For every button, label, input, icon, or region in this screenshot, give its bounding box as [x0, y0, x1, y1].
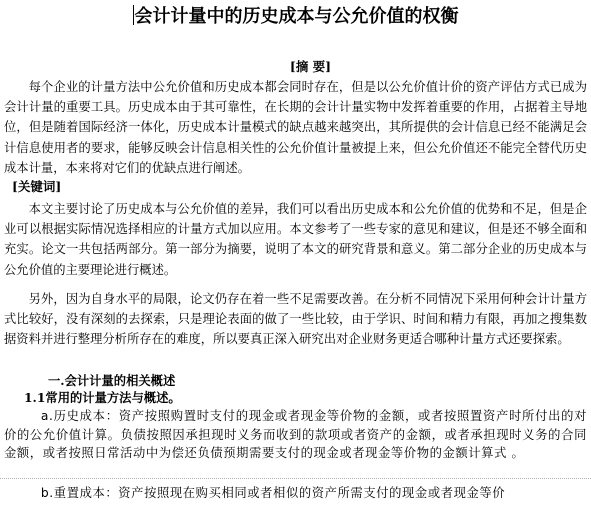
section-heading[interactable]: 一.会计计量的相关概述	[48, 373, 176, 388]
definition-item[interactable]: a.历史成本：资产按照购置时支付的现金或者现金等价物的金额，或者按照置资产时所付出的对价的公允价值计算。负债按照因承担现时义务而收到的款项或者资产的金额，或者承担现时义务的合同金额，或者按照日常活动中为偿还负债预期需要支付的现金或者现金等价物的金额计算式 。	[4, 409, 587, 461]
document-title[interactable]: 会计计量中的历史成本与公允价值的权衡	[134, 6, 459, 27]
abstract-heading[interactable]: [摘 要]	[289, 59, 332, 74]
abstract-paragraph[interactable]: 每个企业的计量方法中公允价值和历史成本都会同时存在，但是以公允价值计价的资产评估方式已成为会计计量的重要工具。历史成本由于其可靠性，在长期的会计计量实物中发挥着重要的作用，占据着主导地位，但是随着国际经济一体化，历史成本计量模式的缺点越来越突出，其所提供的会计信息已经不能满足会计信息使用者的要求，能够反映会计信息相关性的公允价值计量被提上来，但公允价值还不能完全替代历史成本计量，本来将对它们的优缺点进行阐述。	[4, 80, 587, 175]
body-paragraph[interactable]: 本文主要讨论了历史成本与公允价值的差异，我们可以看出历史成本和公允价值的优势和不足，但是企业可以根据实际情况选择相应的计量方式加以应用。本文参考了一些专家的意见和建议，但是还不够全面和充实。论文一共包括两部分。第一部分为摘要，说明了本文的研究背景和意义。第二部分企业的历史成本与公允价值的主要理论进行概述。	[4, 202, 587, 277]
body-paragraph[interactable]: 另外，因为自身水平的局限，论文仍存在着一些不足需要改善。在分析不同情况下采用何种会计计量方式比较好，没有深刻的去探索，只是理论表面的做了一些比较，由于学识、时间和精力有限，再加之搜集数据资料并进行整理分析所存在的难度，所以要真正深入研究出对企业财务更适合哪种计量方式还要探索。	[4, 292, 587, 347]
page-divider	[0, 478, 591, 479]
subsection-heading[interactable]: 1.1常用的计量方法与概述。	[24, 390, 181, 405]
title-block	[0, 5, 591, 28]
keywords-heading[interactable]: [关键词]	[12, 179, 62, 194]
definition-item[interactable]: b.重置成本：资产按照现在购买相同或者相似的资产所需支付的现金或者现金等价	[40, 486, 506, 500]
text-cursor	[133, 5, 134, 25]
